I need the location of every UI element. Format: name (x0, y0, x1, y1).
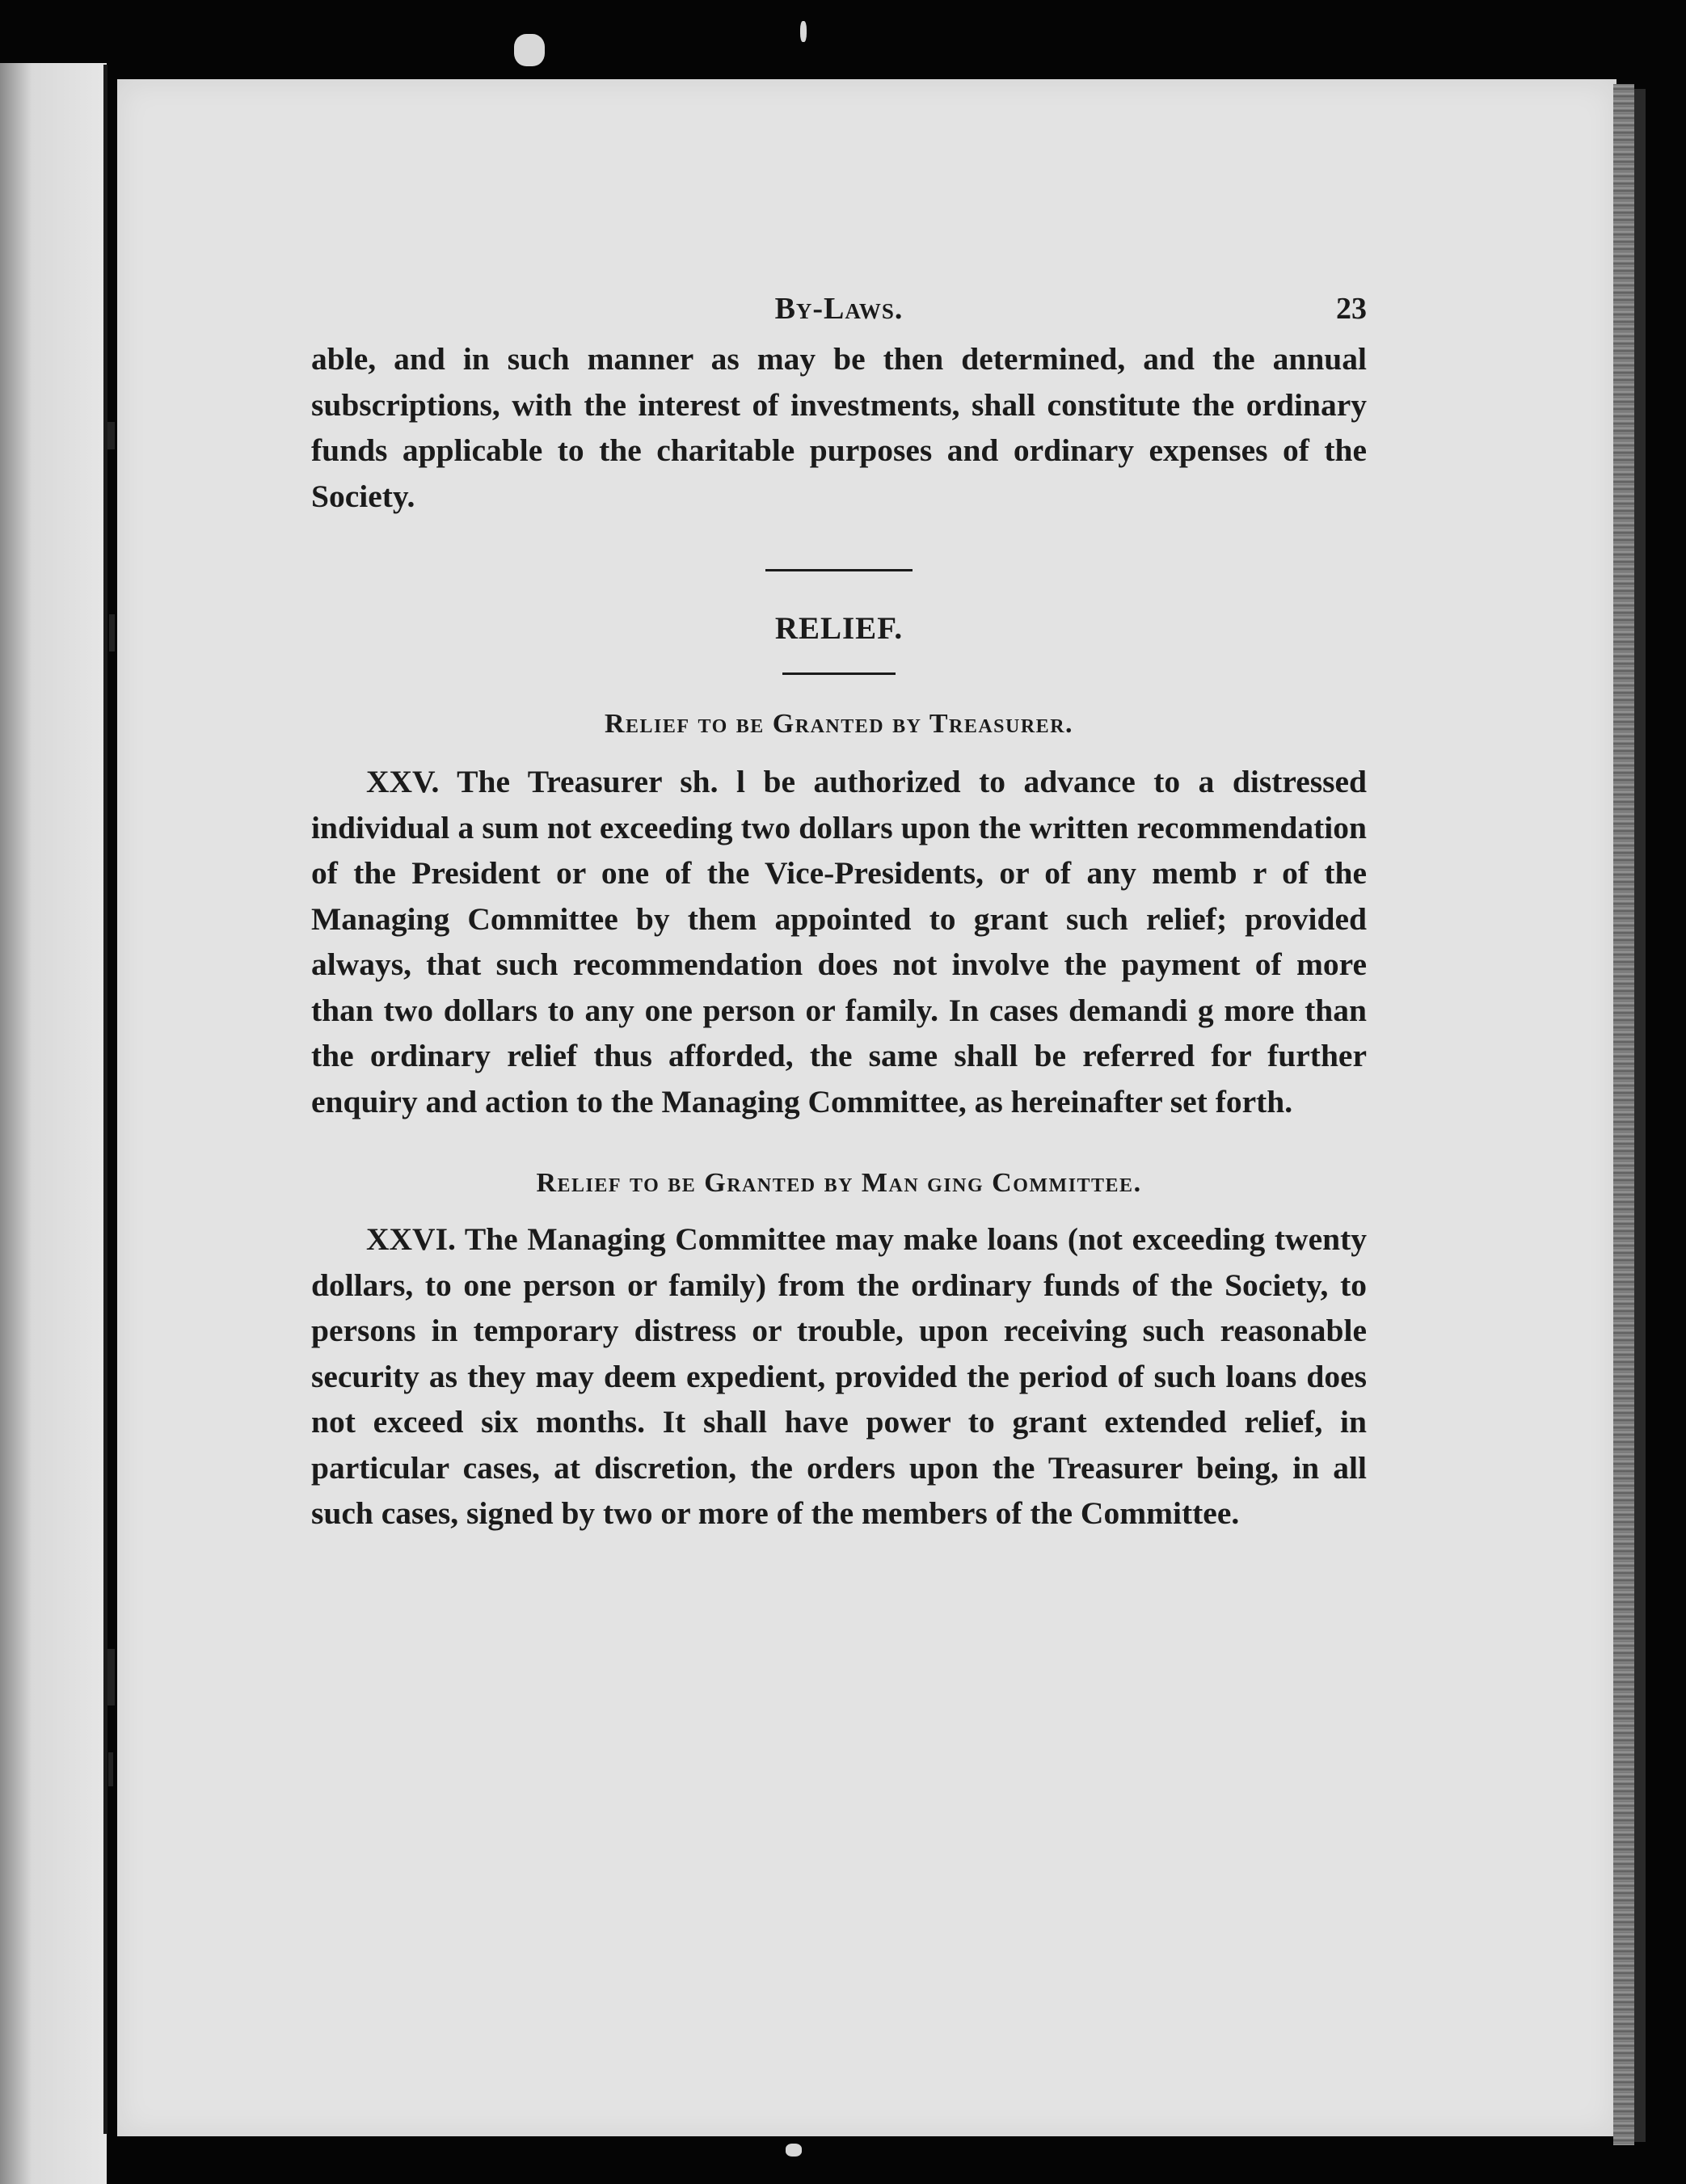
adjacent-page-edge (0, 63, 107, 2184)
opening-paragraph: able, and in such manner as may be then determined, and the annual subscriptions, with the interest of investments, shall constitute the ordinary funds applicable to the charitable purposes and ordinary expenses of the Society. (311, 341, 1367, 514)
heading-rule (782, 672, 896, 675)
margin-mark (107, 422, 115, 449)
margin-mark (107, 1649, 115, 1705)
margin-mark (108, 1752, 113, 1786)
article-xxvi: XXVI. The Managing Committee may make loans (not exceeding twenty dollars, to one person or family) from the ordinary funds of the Society, to persons in temporary distress or trouble, upon receiving such reasonable security as they may deem expedient, provided the period of such loans does not exceed six months. It shall have power to grant extended relief, in particular cases, at discretion, the orders upon the Treasurer being, in all such cases, signed by two or more of the members of the Committee. (311, 1221, 1367, 1531)
running-title: By-Laws. (774, 292, 904, 326)
page-number: 23 (1336, 292, 1367, 326)
scan-artifact (514, 34, 545, 66)
page-content (311, 291, 1367, 1537)
subsection-heading-treasurer: Relief to be Granted by Treasurer. (604, 709, 1074, 739)
page-stack-shadow (1634, 89, 1646, 2142)
article-xxv: XXV. The Treasurer sh. l be authorized to advance to a distressed individual a sum not exceeding two dollars upon the written recommendation of the President or one of the Vice-Presidents, or of any memb r of the Managing Committee by them appointed to grant such relief; provided always, that such recommendation does not involve the payment of more than two dollars to any one person or family. In cases demandi g more than the ordinary relief thus afforded, the same shall be referred for further enquiry and action to the Managing Committee, as hereinafter set forth. (311, 764, 1367, 1119)
subsection-heading-committee: Relief to be Granted by Man ging Committee. (536, 1168, 1142, 1198)
section-heading: RELIEF. (774, 611, 904, 646)
page-gutter-line (103, 65, 107, 2134)
margin-mark (109, 614, 115, 651)
running-head (311, 291, 1367, 336)
scan-artifact (800, 21, 807, 42)
section-divider (765, 569, 913, 571)
scan-artifact (786, 2144, 802, 2157)
page-stack-edge (1613, 84, 1634, 2145)
